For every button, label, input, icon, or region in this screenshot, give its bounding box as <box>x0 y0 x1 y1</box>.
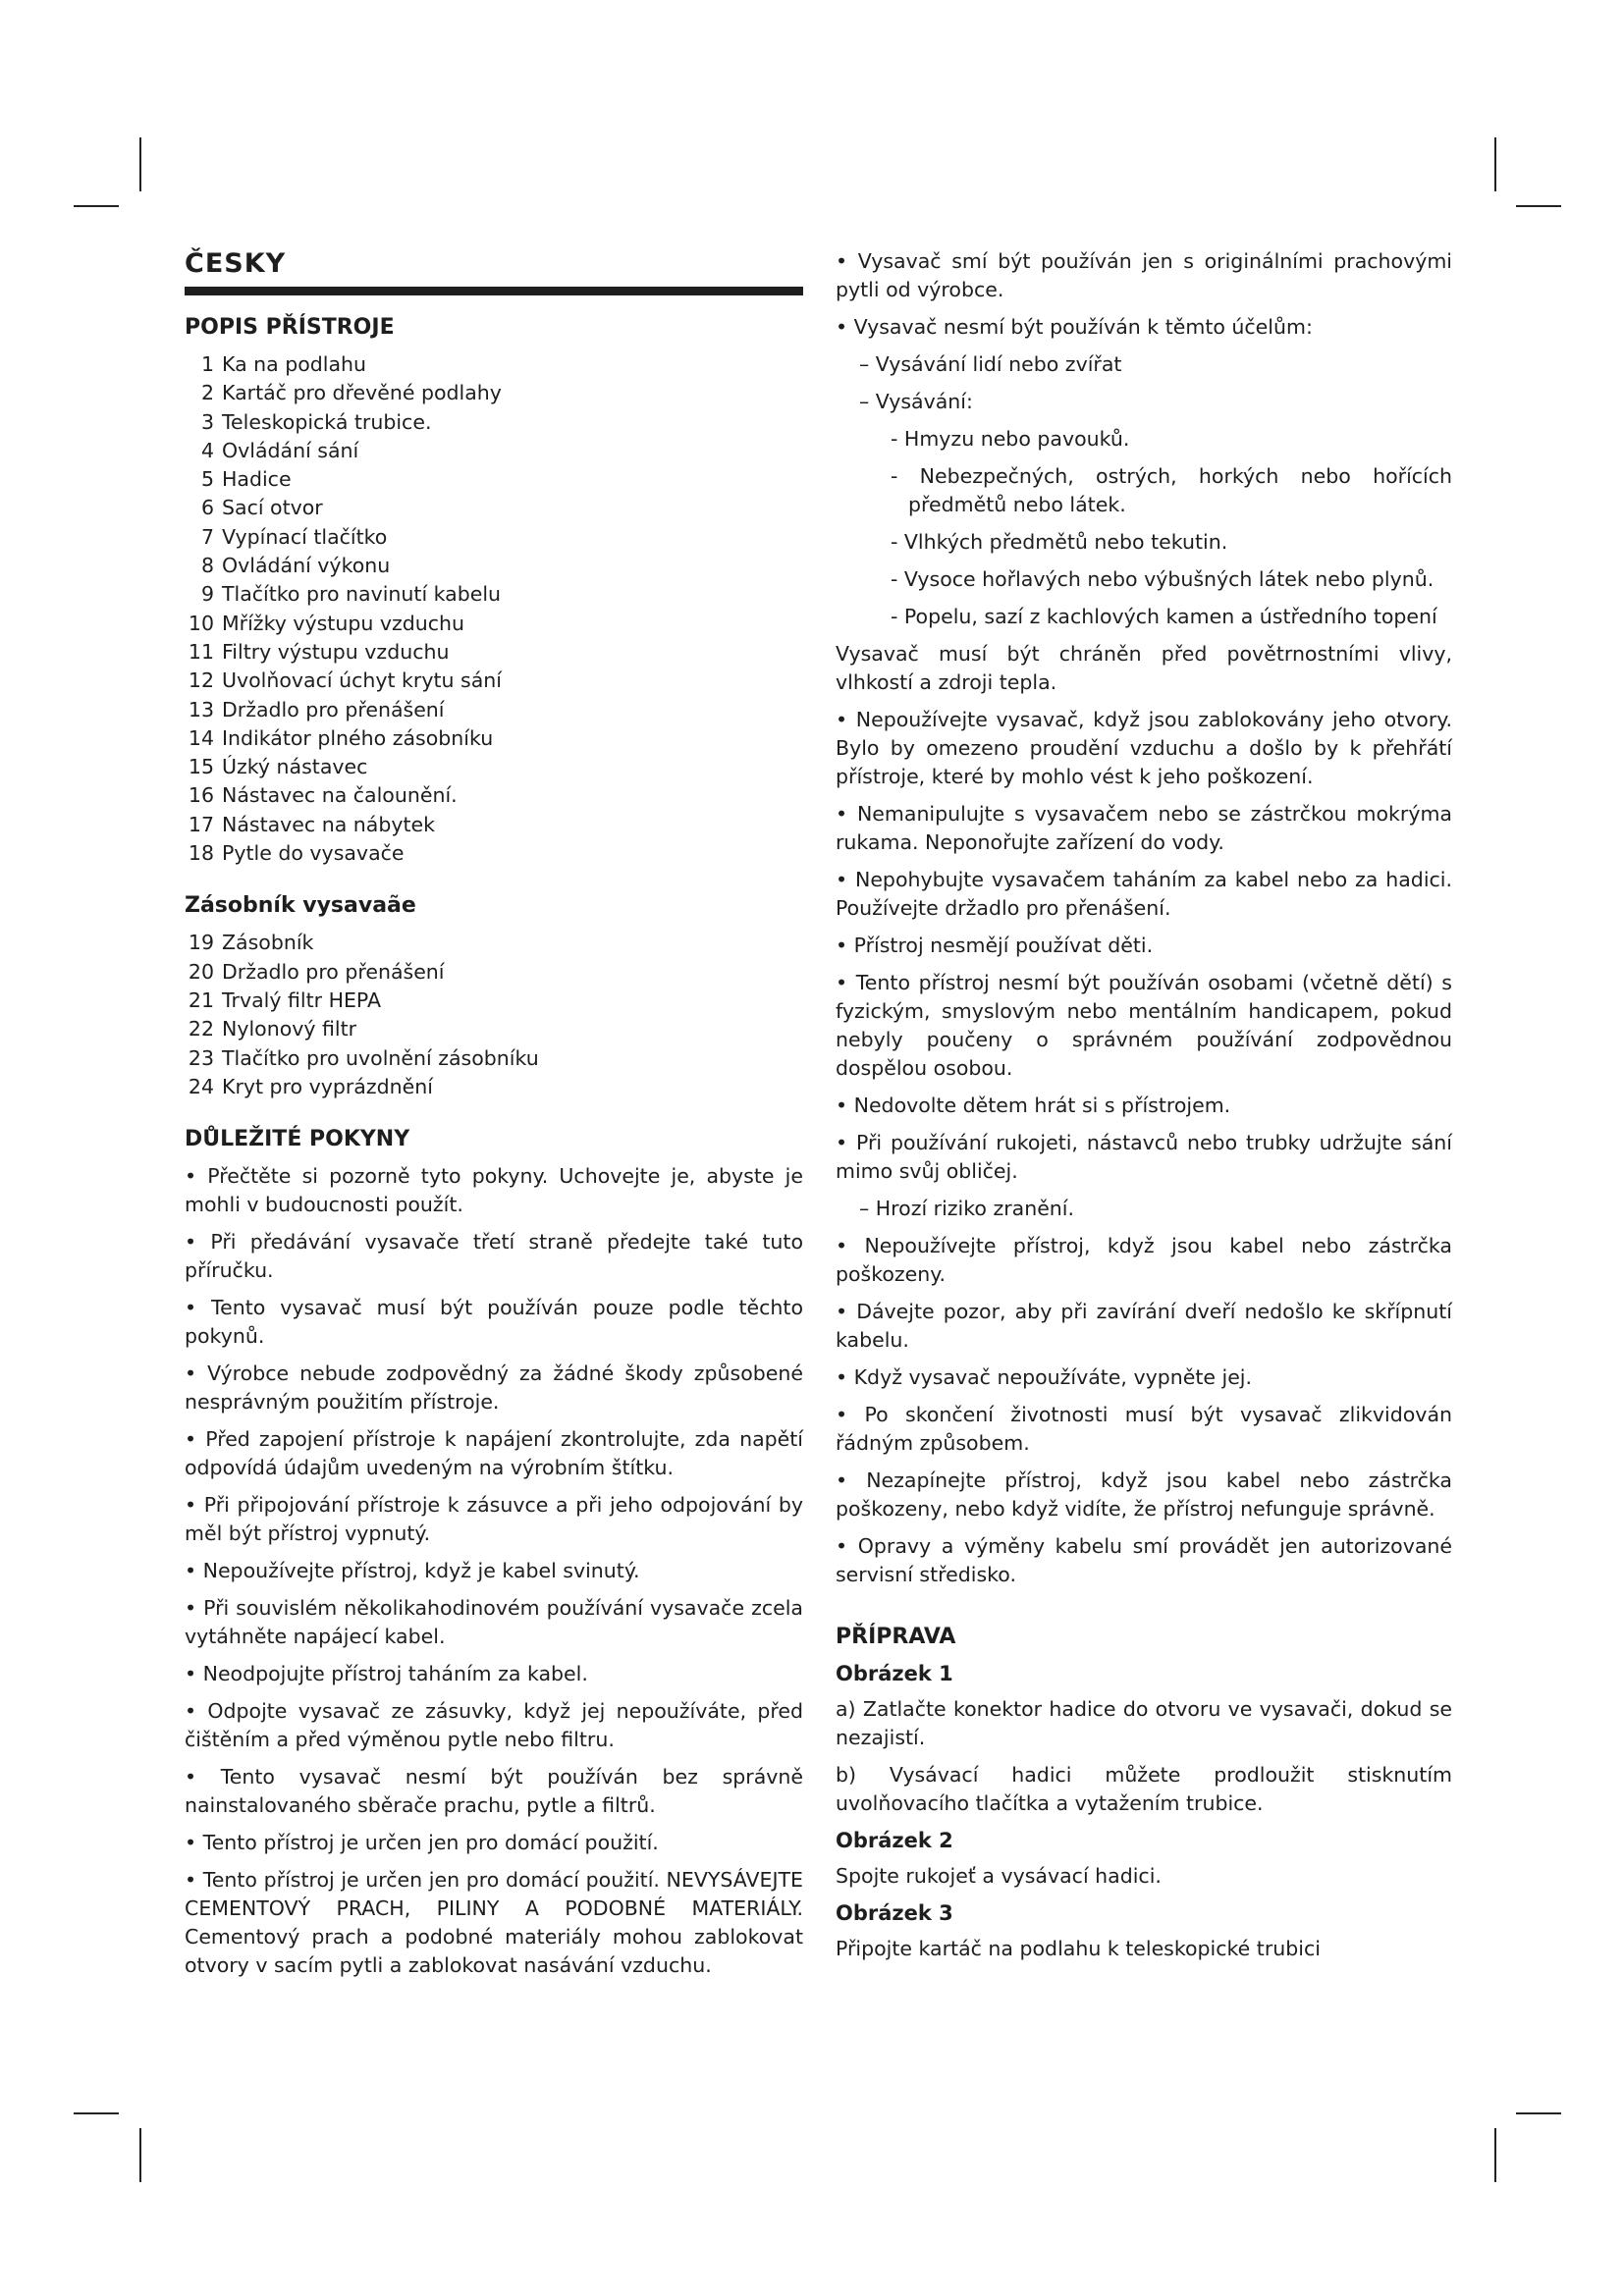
list-item: 14 Indikátor plného zásobníku <box>188 725 494 750</box>
bullet-paragraph: • Tento vysavač musí být používán pouze podle těchto pokynů. <box>185 1296 803 1349</box>
list-item: 13 Držadlo pro přenášení <box>188 697 445 721</box>
bullet-paragraph: • Výrobce nebude zodpovědný za žádné škody způsobené nesprávným použitím přístroje. <box>185 1362 803 1415</box>
title-rule <box>185 287 803 295</box>
crop-mark-bottom-left-vertical <box>139 2128 141 2182</box>
figure-2-title: Obrázek 2 <box>836 1829 953 1852</box>
dash-item: – Vysávání lidí nebo zvířat <box>859 352 1122 376</box>
preparation-title: PŘÍPRAVA <box>836 1625 956 1649</box>
list-item: 23 Tlačítko pro uvolnění zásobníku <box>188 1045 539 1070</box>
list-item: 22 Nylonový filtr <box>188 1017 357 1041</box>
bullet-paragraph: • Když vysavač nepoužíváte, vypněte jej. <box>836 1365 1253 1389</box>
bullet-paragraph: • Před zapojení přístroje k napájení zkontrolujte, zda napětí odpovídá údajům uvedeným na výrobním štítku. <box>185 1427 803 1480</box>
list-item: 24 Kryt pro vyprázdnění <box>188 1074 433 1098</box>
list-item: 21 Trvalý filtr HEPA <box>188 988 382 1012</box>
bullet-paragraph: • Při souvislém několikahodinovém používání vysavače zcela vytáhněte napájecí kabel. <box>185 1596 803 1649</box>
bullet-paragraph: • Opravy a výměny kabelu smí provádět jen autorizované servisní středisko. <box>836 1534 1452 1586</box>
crop-mark-bottom-right-horizontal <box>1516 2112 1561 2114</box>
bullet-paragraph: • Tento přístroj nesmí být používán osobami (včetně dětí) s fyzickým, smyslovým nebo mentálním handicapem, pokud nebyly poučeny o správném používání zodpovědnou dospělou osobou. <box>836 971 1452 1080</box>
left-column <box>185 247 803 1989</box>
bullet-paragraph: • Tento vysavač nesmí být používán bez správně nainstalovaného sběrače prachu, pytle a filtrů. <box>185 1765 803 1818</box>
dash-item: – Hrozí riziko zranění. <box>859 1197 1075 1220</box>
parts-title: POPIS PŘÍSTROJE <box>185 315 395 340</box>
bullet-paragraph: • Nedovolte dětem hrát si s přístrojem. <box>836 1094 1231 1117</box>
list-item: 9 Tlačítko pro navinutí kabelu <box>200 582 502 607</box>
bullet-paragraph: • Neodpojujte přístroj taháním za kabel. <box>185 1662 588 1686</box>
bullet-paragraph: • Tento přístroj je určen jen pro domácí použití. <box>185 1831 659 1855</box>
list-item: 7 Vypínací tlačítko <box>200 524 388 549</box>
bullet-paragraph: • Nemanipulujte s vysavačem nebo se zástrčkou mokrýma rukama. Neponořujte zařízení do vody. <box>836 802 1452 854</box>
bullet-paragraph: • Vysavač nesmí být používán k těmto účelům: <box>836 315 1313 339</box>
list-item: 1 Ka na podlahu <box>200 352 367 376</box>
bullet-paragraph: • Tento přístroj je určen jen pro domácí použití. NEVYSÁVEJTE CEMENTOVÝ PRACH, PILINY A PODOBNÉ MATERIÁLY. Cementový prach a podobné materiály mohou zablokovat otvory v sacím pytli a zablokovat nasávání vzduchu. <box>185 1868 803 1978</box>
list-item: 8 Ovládání výkonu <box>200 554 391 578</box>
list-item: 4 Ovládání sání <box>200 438 359 462</box>
sub-item: - Hmyzu nebo pavouků. <box>891 427 1130 451</box>
bullet-paragraph: • Při předávání vysavače třetí straně předejte také tuto příručku. <box>185 1230 803 1283</box>
bullet-paragraph: • Po skončení životnosti musí být vysavač zlikvidován řádným způsobem. <box>836 1403 1452 1455</box>
list-item: 16 Nástavec na čalounění. <box>188 783 458 808</box>
bullet-paragraph: • Nepoužívejte přístroj, když jsou kabel nebo zástrčka poškozeny. <box>836 1234 1452 1286</box>
paragraph: a) Zatlačte konektor hadice do otvoru ve vysavači, dokud se nezajistí. <box>836 1697 1452 1749</box>
figure-1-title: Obrázek 1 <box>836 1662 953 1685</box>
paragraph: Vysavač musí být chráněn před povětrnostními vlivy, vlhkostí a zdroji tepla. <box>836 642 1452 694</box>
bullet-paragraph: • Při připojování přístroje k zásuvce a při jeho odpojování by měl být přístroj vypnutý. <box>185 1493 803 1546</box>
bullet-paragraph: • Nepoužívejte přístroj, když je kabel svinutý. <box>185 1559 640 1583</box>
bullet-paragraph: • Nezapínejte přístroj, když jsou kabel nebo zástrčka poškozeny, nebo když vidíte, že přístroj nefunguje správně. <box>836 1468 1452 1521</box>
paragraph: Připojte kartáč na podlahu k teleskopické trubici <box>836 1937 1321 1960</box>
bullet-paragraph: • Dávejte pozor, aby při zavírání dveří nedošlo ke skřípnutí kabelu. <box>836 1300 1452 1352</box>
list-item: 18 Pytle do vysavače <box>188 841 405 866</box>
bullet-paragraph: • Při používání rukojeti, nástavců nebo trubky udržujte sání mimo svůj obličej. <box>836 1131 1452 1183</box>
crop-mark-top-left-vertical <box>139 137 141 191</box>
container-parts-list <box>185 929 803 1101</box>
bullet-paragraph: • Přístroj nesmějí používat děti. <box>836 934 1154 957</box>
list-item: 3 Teleskopická trubice. <box>200 409 432 434</box>
dash-item: – Vysávání: <box>859 390 973 413</box>
sub-item: - Popelu, sazí z kachlových kamen a ústředního topení <box>891 605 1437 628</box>
list-item: 11 Filtry výstupu vzduchu <box>188 639 450 664</box>
crop-mark-top-right-horizontal <box>1516 205 1561 207</box>
bullet-paragraph: • Přečtěte si pozorně tyto pokyny. Uchovejte je, abyste je mohli v budoucnosti použít. <box>185 1164 803 1217</box>
list-item: 6 Sací otvor <box>200 496 323 520</box>
paragraph: Spojte rukojeť a vysávací hadici. <box>836 1864 1162 1888</box>
list-item: 5 Hadice <box>200 467 292 492</box>
bullet-paragraph: • Nepohybujte vysavačem taháním za kabel nebo za hadici. Používejte držadlo pro přenášení. <box>836 868 1452 920</box>
list-item: 2 Kartáč pro dřevěné podlahy <box>200 381 502 405</box>
bullet-paragraph: • Nepoužívejte vysavač, když jsou zablokovány jeho otvory. Bylo by omezeno proudění vzduchu a došlo by k přehřátí přístroje, které by mohlo vést k jeho poškození. <box>836 708 1452 788</box>
sub-item: - Vysoce hořlavých nebo výbušných látek nebo plynů. <box>891 567 1435 591</box>
list-item: 20 Držadlo pro přenášení <box>188 959 445 984</box>
list-item: 12 Uvolňovací úchyt krytu sání <box>188 668 502 693</box>
crop-mark-bottom-right-vertical <box>1494 2128 1496 2182</box>
list-item: 15 Úzký nástavec <box>188 755 368 779</box>
parts-list <box>185 350 803 868</box>
crop-mark-top-right-vertical <box>1494 137 1496 191</box>
container-title: Zásobník vysavaãe <box>185 893 416 919</box>
figure-3-title: Obrázek 3 <box>836 1901 953 1925</box>
sub-item: - Nebezpečných, ostrých, horkých nebo hořících předmětů nebo látek. <box>891 464 1452 516</box>
list-item: 17 Nástavec na nábytek <box>188 812 436 836</box>
paragraph: b) Vysávací hadici můžete prodloužit stisknutím uvolňovacího tlačítka a vytažením trubice. <box>836 1763 1452 1815</box>
list-item: 19 Zásobník <box>188 931 314 955</box>
list-item: 10 Mřížky výstupu vzduchu <box>188 611 465 635</box>
sub-item: - Vlhkých předmětů nebo tekutin. <box>891 530 1228 554</box>
language-title: ČESKY <box>185 248 287 279</box>
right-column <box>836 247 1452 1972</box>
bullet-paragraph: • Vysavač smí být používán jen s originálními prachovými pytli od výrobce. <box>836 249 1452 301</box>
crop-mark-bottom-left-horizontal <box>74 2112 119 2114</box>
important-title: DŮLEŽITÉ POKYNY <box>185 1127 410 1152</box>
crop-mark-top-left-horizontal <box>74 205 119 207</box>
bullet-paragraph: • Odpojte vysavač ze zásuvky, když jej nepoužíváte, před čištěním a před výměnou pytle nebo filtru. <box>185 1699 803 1752</box>
